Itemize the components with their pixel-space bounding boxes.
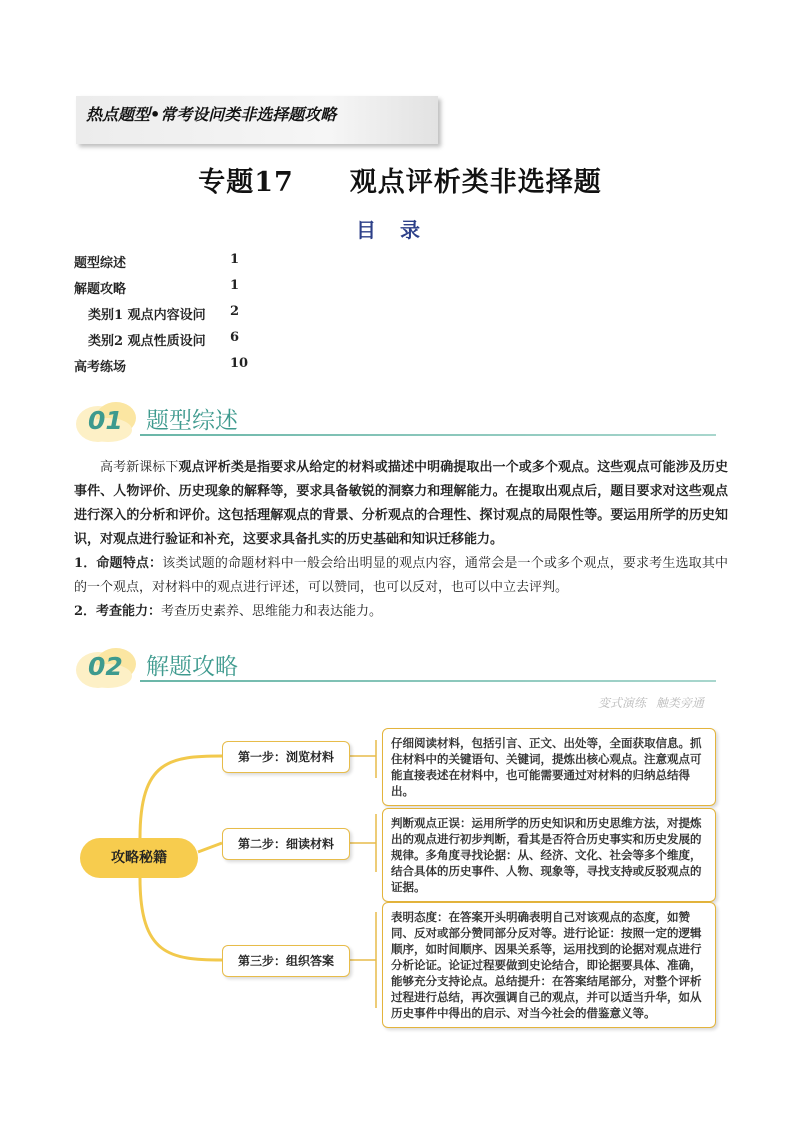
section-title: 题型综述 xyxy=(146,408,238,434)
toc-item-label: 题型综述 xyxy=(74,256,127,271)
toc-item-label: 高考练场 xyxy=(74,360,127,375)
step-one-node: 第一步：浏览材料 xyxy=(222,741,350,773)
step-one-detail: 仔细阅读材料，包括引言、正文、出处等，全面获取信息。抓住材料中的关键语句、关键词，提炼出核心观点。注意观点可能直接表述在材料中，也可能需要通过对材料的归纳总结得出。 xyxy=(382,728,716,806)
step-three-node: 第三步：组织答案 xyxy=(222,945,350,977)
toc-item-page: 1 xyxy=(230,278,240,293)
feature-text: 该类试题的命题材料中一般会给出明显的观点内容，通常会是一个或多个观点，要求考生选取其中的一个观点，对材料中的观点进行评述，可以赞同，也可以反对，也可以中立去评判。 xyxy=(74,556,728,595)
page-title: 专题17 观点评析类非选择题 xyxy=(198,167,602,198)
toc-item-page: 1 xyxy=(230,252,240,267)
section-number: 01 xyxy=(88,406,123,435)
intro-bold: 观点评析类是指要求从给定的材料或描述中明确提取出一个或多个观点。这些观点可能涉及历史事件、人物评价、历史现象的解释等，要求具备敏锐的洞察力和理解能力。在提取出观点后，题目要求对这些观点进行深入的分析和评价。这包括理解观点的背景、分析观点的合理性、探讨观点的局限性等。要运用所学的历史知识，对观点进行验证和补充，这要求具备扎实的历史基础和知识迁移能力。 xyxy=(74,460,728,547)
tagline: 变式演练 触类旁通 xyxy=(598,696,704,710)
toc-item-page: 6 xyxy=(230,330,240,345)
toc-item-label: 类别1 观点内容设问 xyxy=(88,308,206,323)
toc-item-page: 2 xyxy=(230,304,240,319)
banner-text: 热点题型•常考设问类非选择题攻略 xyxy=(86,105,337,124)
step-two-detail: 判断观点正误：运用所学的历史知识和历史思维方法，对提炼出的观点进行初步判断，看其是否符合历史事实和历史发展的规律。多角度寻找论据：从、经济、文化、社会等多个维度，结合具体的历史事件、人物、现象等，寻找支持或反驳观点的证据。 xyxy=(382,808,716,902)
toc-heading: 目录 xyxy=(356,218,444,242)
section-number: 02 xyxy=(88,652,123,681)
toc-item-label: 解题攻略 xyxy=(74,282,127,297)
ability-label: 2．考查能力： xyxy=(74,604,162,619)
step-two-node: 第二步：细读材料 xyxy=(222,828,350,860)
toc-item-label: 类别2 观点性质设问 xyxy=(88,334,206,349)
intro-lead: 高考新课标下 xyxy=(100,460,179,475)
feature-label: 1．命题特点： xyxy=(74,556,163,571)
section-title: 解题攻略 xyxy=(146,654,238,680)
ability-text: 考查历史素养、思维能力和表达能力。 xyxy=(161,604,383,619)
toc-item-page: 10 xyxy=(230,356,249,371)
mindmap-root: 攻略秘籍 xyxy=(80,838,198,878)
step-three-detail: 表明态度：在答案开头明确表明自己对该观点的态度，如赞同、反对或部分赞同部分反对等。进行论证：按照一定的逻辑顺序，如时间顺序、因果关系等，运用找到的论据对观点进行分析论证。论证过程要做到史论结合，即论据要具体、准确，能够充分支持论点。总结提升：在答案结尾部分，对整个评析过程进行总结，再次强调自己的观点，并可以适当升华，如从历史事件中得出的启示、对当今社会的借鉴意义等。 xyxy=(382,902,716,1028)
